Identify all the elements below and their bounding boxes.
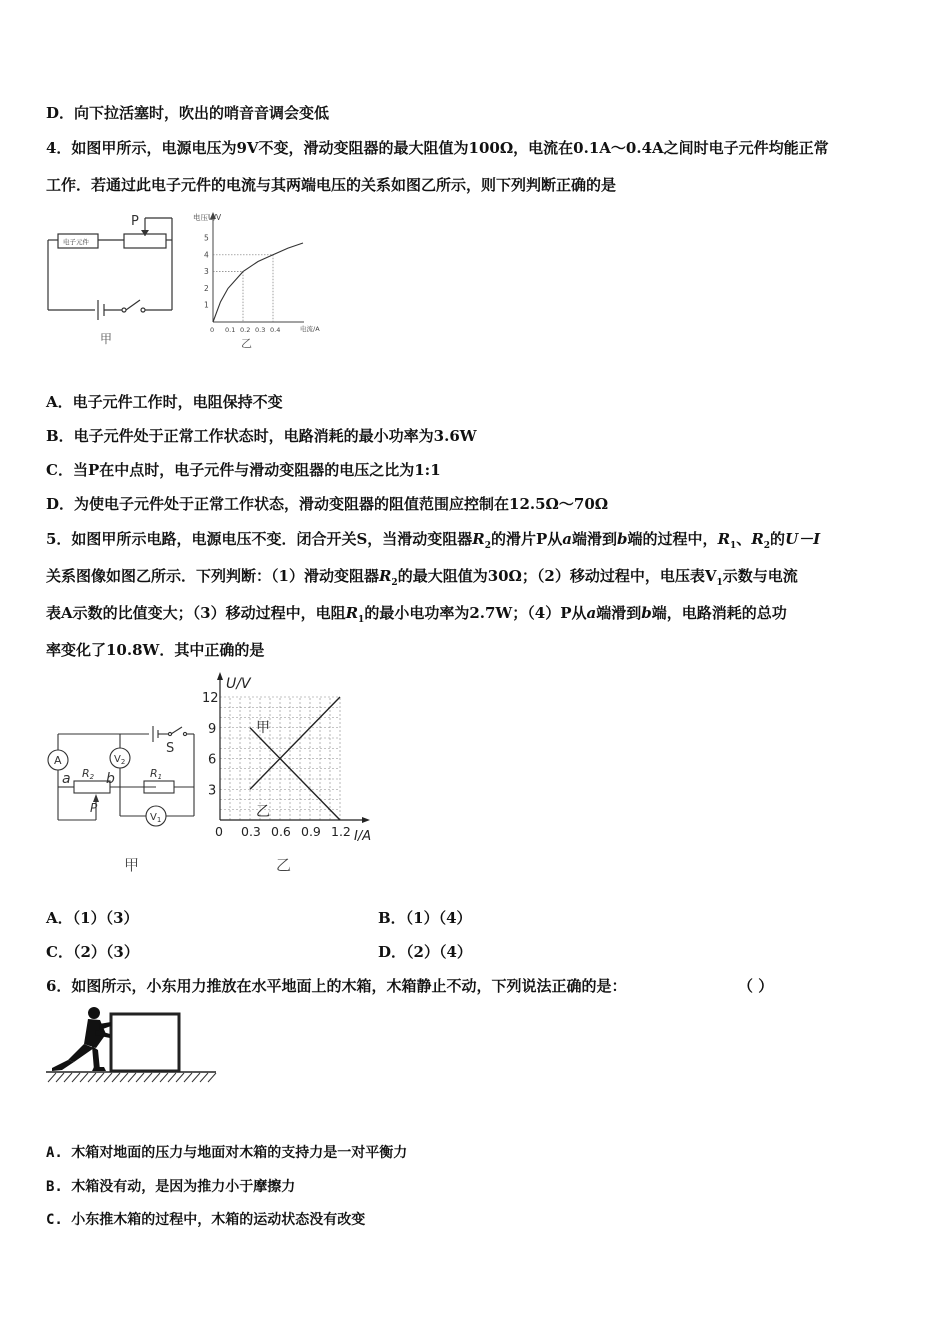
q5-x-axis-label: I/A bbox=[354, 829, 372, 844]
switch-label: S bbox=[166, 741, 175, 756]
q5-series-jia-label: 甲 bbox=[256, 720, 270, 736]
q5-stem-line4: 率变化了10.8W．其中正确的是 bbox=[46, 641, 265, 659]
q4-x-tick-label: 0.3 bbox=[255, 326, 266, 334]
q4-y-tick-label: 4 bbox=[204, 250, 209, 260]
q5-stem-line1: 5．如图甲所示电路，电源电压不变．闭合开关S，当滑动变阻器$R_2$的滑片P从a端滑到b端的过程中，$R_1$、$R_2$的U－I bbox=[46, 530, 821, 551]
q5-option-d: D．（2）（4） bbox=[378, 943, 472, 961]
q4-x-tick-label: 0 bbox=[210, 326, 215, 334]
q4-x-tick-label: 0.2 bbox=[240, 326, 251, 334]
q5-series-yi-label: 乙 bbox=[256, 804, 270, 820]
b-end-label: b bbox=[106, 771, 115, 787]
q4-option-d: D．为使电子元件处于正常工作状态，滑动变阻器的阻值范围应控制在12.5Ω～70Ω bbox=[46, 495, 609, 513]
r1-label: R1 bbox=[150, 767, 163, 781]
q4-iu-graph bbox=[193, 210, 346, 350]
q3-option-d: D．向下拉活塞时，吹出的哨音音调会变低 bbox=[46, 104, 330, 122]
q5-fig-caption-jia: 甲 bbox=[124, 856, 140, 874]
slider-label-p: P bbox=[131, 214, 139, 229]
r2-label: R2 bbox=[82, 767, 95, 781]
q5-option-c: C．（2）（3） bbox=[46, 943, 139, 961]
q4-circuit-diagram bbox=[40, 210, 190, 350]
q4-stem-line2: 工作．若通过此电子元件的电流与其两端电压的关系如图乙所示，则下列判断正确的是 bbox=[46, 176, 617, 194]
q5-y-tick-label: 6 bbox=[208, 752, 217, 768]
q5-x-tick-label: 1.2 bbox=[331, 824, 351, 839]
q4-y-tick-label: 3 bbox=[204, 267, 209, 277]
q6-stem: 6．如图所示，小东用力推放在水平地面上的木箱，木箱静止不动，下列说法正确的是： bbox=[46, 977, 627, 995]
q4-fig-caption-yi: 乙 bbox=[241, 337, 252, 350]
q6-option-b: B. 木箱没有动，是因为推力小于摩擦力 bbox=[46, 1179, 296, 1195]
q5-series-jia-line bbox=[250, 697, 340, 789]
q4-y-tick-label: 2 bbox=[204, 283, 209, 293]
q4-option-c: C．当P在中点时，电子元件与滑动变阻器的电压之比为1:1 bbox=[46, 461, 441, 479]
q4-x-tick-label: 0.4 bbox=[270, 326, 281, 334]
q5-ui-graph bbox=[196, 670, 386, 880]
a-end-label: a bbox=[62, 771, 71, 787]
q5-y-tick-label: 12 bbox=[202, 691, 219, 706]
person-icon bbox=[52, 1007, 111, 1071]
q5-x-tick-label: 0 bbox=[215, 824, 223, 839]
q5-y-tick-label: 9 bbox=[208, 721, 217, 737]
q4-y-tick-label: 1 bbox=[204, 300, 209, 310]
ammeter-label: A bbox=[54, 754, 62, 767]
q5-x-tick-label: 0.3 bbox=[241, 824, 261, 839]
q5-y-tick-label: 3 bbox=[208, 783, 217, 799]
slider-p-label: P bbox=[90, 801, 98, 815]
q6-push-box-figure bbox=[44, 1004, 220, 1090]
q5-x-tick-label: 0.9 bbox=[301, 824, 321, 839]
q5-y-axis-label: U/V bbox=[226, 676, 251, 692]
q6-option-a: A. 木箱对地面的压力与地面对木箱的支持力是一对平衡力 bbox=[46, 1145, 408, 1161]
q5-circuit-diagram bbox=[44, 720, 204, 880]
v1-label: $V_1$ bbox=[150, 812, 162, 824]
q5-option-a: A．（1）（3） bbox=[46, 909, 139, 927]
component-label: 电子元件 bbox=[63, 238, 89, 246]
rheostat-box bbox=[124, 234, 166, 248]
q5-stem-line3: 表A示数的比值变大；（3）移动过程中，电阻$R_1$的最小电功率为2.7W；（4）P从a端滑到b端，电路消耗的总功 bbox=[46, 604, 787, 625]
q5-x-tick-label: 0.6 bbox=[271, 824, 291, 839]
q4-option-a: A．电子元件工作时，电阻保持不变 bbox=[46, 393, 283, 411]
wooden-box bbox=[111, 1014, 179, 1071]
q5-option-b: B．（1）（4） bbox=[378, 909, 472, 927]
q6-answer-bracket: （ ） bbox=[738, 977, 774, 995]
fig-caption-jia: 甲 bbox=[100, 332, 113, 346]
q4-y-axis-label: 电压U/V bbox=[193, 213, 222, 222]
rheostat-r2 bbox=[74, 781, 110, 793]
q4-option-b: B．电子元件处于正常工作状态时，电路消耗的最小功率为3.6W bbox=[46, 427, 477, 445]
q4-x-axis-label: 电流/A bbox=[300, 325, 320, 333]
v2-label: $V_2$ bbox=[114, 754, 126, 766]
q4-y-tick-label: 5 bbox=[204, 233, 209, 243]
q4-stem-line1: 4．如图甲所示，电源电压为9V不变，滑动变阻器的最大阻值为100Ω，电流在0.1A～0.4A之间时电子元件均能正常 bbox=[46, 139, 829, 157]
q4-x-tick-label: 0.1 bbox=[225, 326, 236, 334]
q5-stem-line2: 关系图像如图乙所示．下列判断：（1）滑动变阻器$R_2$的最大阻值为30Ω；（2）移动过程中，电压表$V_1$示数与电流 bbox=[46, 567, 798, 588]
q6-option-c: C. 小东推木箱的过程中，木箱的运动状态没有改变 bbox=[46, 1212, 366, 1228]
q5-fig-caption-yi: 乙 bbox=[276, 856, 292, 874]
